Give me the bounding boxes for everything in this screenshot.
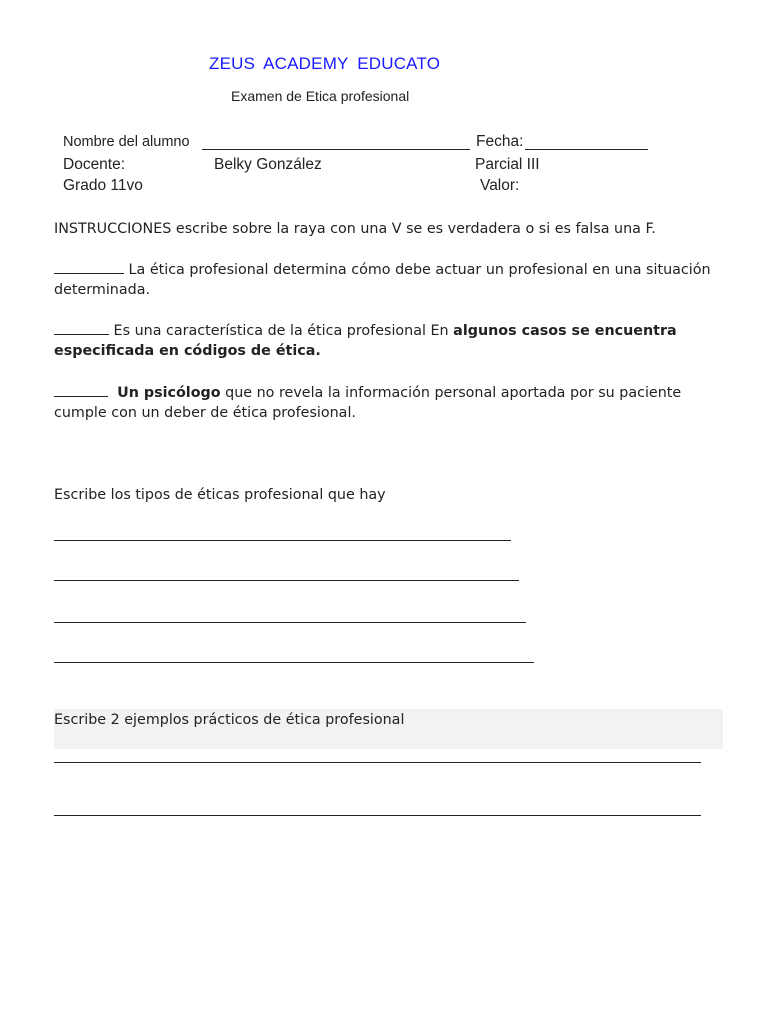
answer-blank-1[interactable] bbox=[54, 260, 124, 274]
statement-3-bold: Un psicólogo bbox=[117, 385, 221, 401]
question-types: Escribe los tipos de éticas profesional que hay bbox=[54, 487, 386, 503]
exam-title: Examen de Etica profesional bbox=[231, 88, 410, 104]
grade-label: Grado 11vo bbox=[63, 177, 143, 194]
types-answer-line-4[interactable] bbox=[54, 662, 534, 663]
instructions: INSTRUCCIONES escribe sobre la raya con una V se es verdadera o si es falsa una F. bbox=[54, 221, 656, 237]
examples-answer-line-1[interactable] bbox=[54, 762, 701, 763]
answer-blank-2[interactable] bbox=[54, 321, 109, 335]
question-examples: Escribe 2 ejemplos prácticos de ética profesional bbox=[54, 712, 405, 728]
types-answer-line-2[interactable] bbox=[54, 580, 519, 581]
date-line[interactable] bbox=[525, 149, 648, 150]
statement-3-text: que no revela la información personal aportada por su paciente cumple con un deber de ética profesional. bbox=[54, 385, 682, 421]
teacher-name: Belky González bbox=[214, 156, 322, 173]
statement-3 bbox=[54, 383, 734, 423]
statement-1 bbox=[54, 260, 734, 300]
examples-answer-line-2[interactable] bbox=[54, 815, 701, 816]
school-name: ZEUS ACADEMY EDUCATO bbox=[209, 54, 441, 73]
term-label: Parcial III bbox=[475, 156, 540, 173]
types-answer-line-3[interactable] bbox=[54, 622, 526, 623]
statement-2-text: Es una característica de la ética profesional En bbox=[109, 323, 454, 339]
student-name-label: Nombre del alumno bbox=[63, 134, 190, 150]
value-label: Valor: bbox=[480, 177, 520, 194]
answer-blank-3[interactable] bbox=[54, 383, 108, 397]
student-name-line[interactable] bbox=[202, 149, 470, 150]
types-answer-line-1[interactable] bbox=[54, 540, 511, 541]
date-label: Fecha: bbox=[476, 133, 524, 150]
teacher-label: Docente: bbox=[63, 156, 126, 173]
statement-2-bold: algunos casos se encuentra especificada en códigos de ética. bbox=[54, 323, 677, 359]
statement-1-text: La ética profesional determina cómo debe actuar un profesional en una situación determinada. bbox=[54, 262, 711, 298]
statement-2 bbox=[54, 321, 734, 361]
